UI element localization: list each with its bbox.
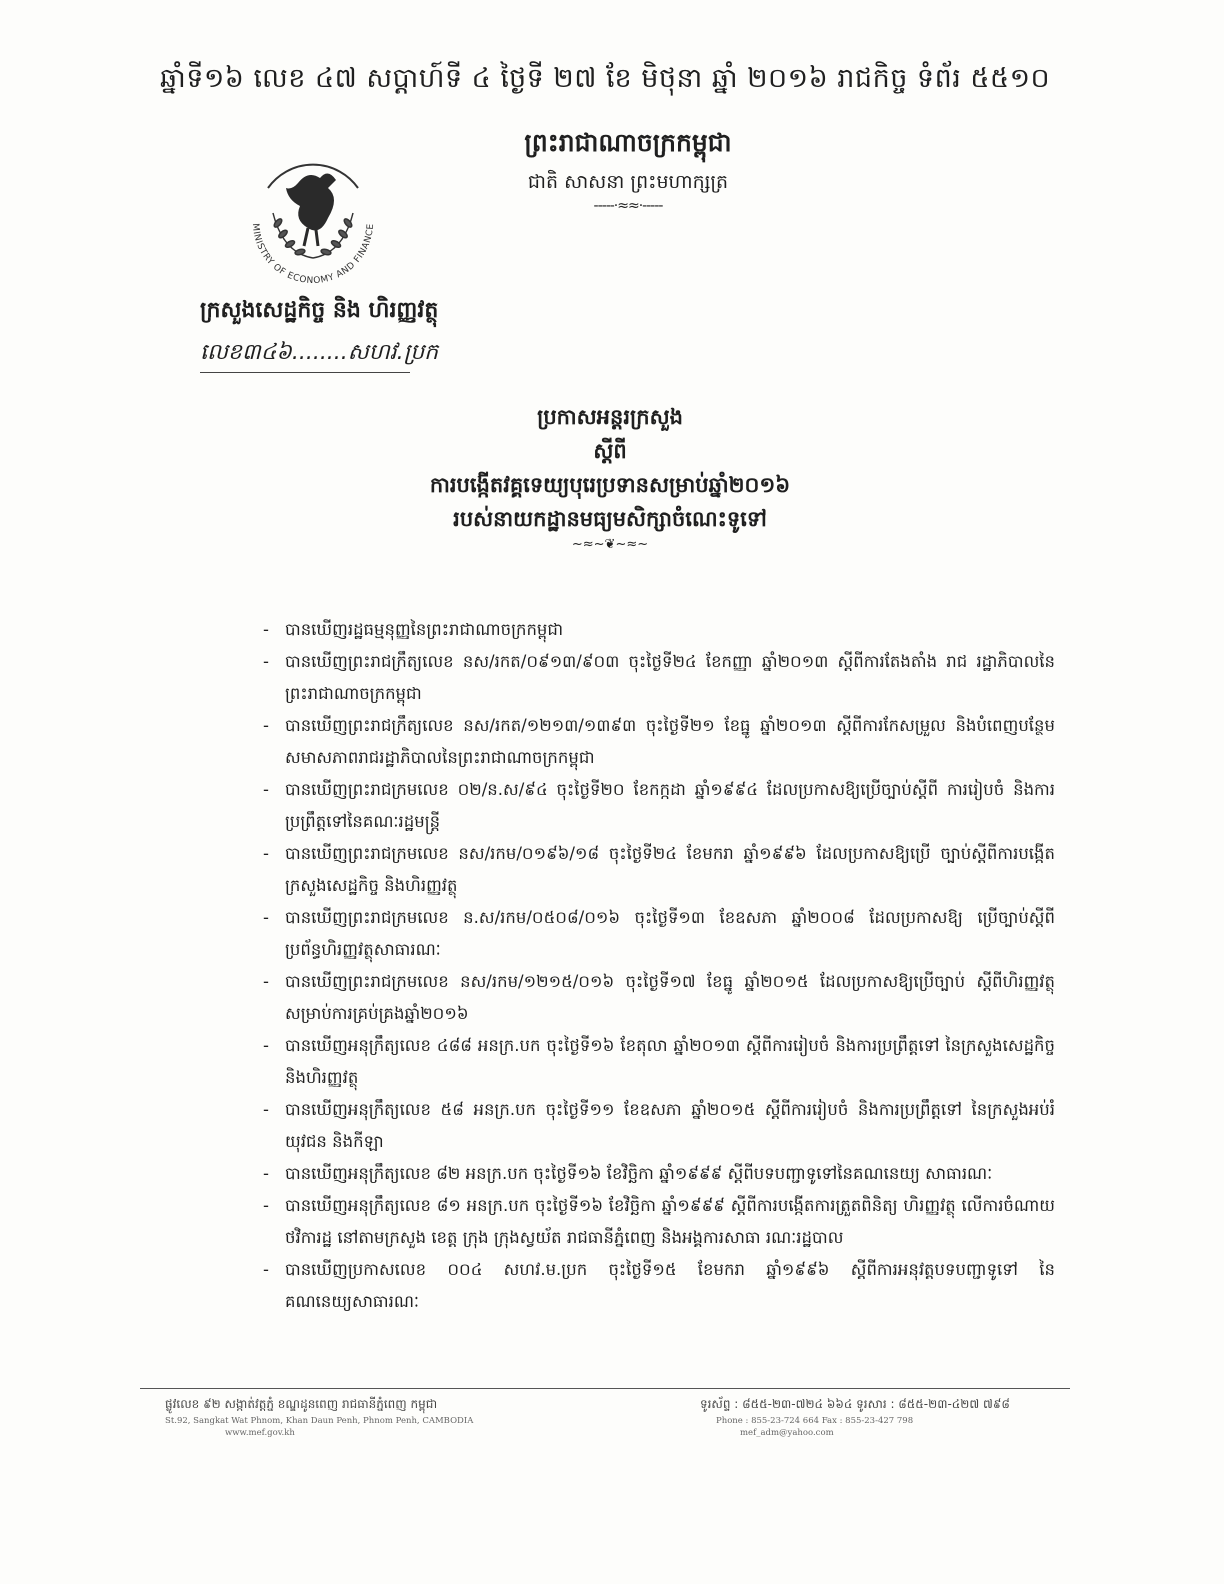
- reference-item: - បានឃើញប្រកាសលេខ ០០៤ សហវ.ម.ប្រក ចុះថ្ងៃទី១៥ ខែមករា ឆ្នាំ១៩៩៦ ស្ដីពីការអនុវត្តបទបញ្ជាទូទៅ នៃគណនេយ្យសាធារណៈ: [255, 1254, 1055, 1318]
- gazette-header: ឆ្នាំទី១៦ លេខ ៤៧ សប្ដាហ៍ទី ៤ ថ្ងៃទី ២៧ ខែ មិថុនា ឆ្នាំ ២០១៦ រាជកិច្ច ទំព័រ ៥៥១០: [160, 63, 1051, 94]
- title-line-2: ស្ដីពី: [593, 439, 627, 463]
- reference-item: - បានឃើញអនុក្រឹត្យលេខ ៤៨៨ អនក្រ.បក ចុះថ្ងៃទី១៦ ខែតុលា ឆ្នាំ២០១៣ ស្ដីពីការរៀបចំ និងការប្រព្រឹត្តទៅ នៃក្រសួងសេដ្ឋកិច្ច និងហិរញ្ញវត្ថុ: [255, 1030, 1055, 1094]
- footer-address-english: St.92, Sangkat Wat Phnom, Khan Daun Penh, Phnom Penh, CAMBODIA: [165, 1416, 474, 1426]
- reference-item: - បានឃើញអនុក្រឹត្យលេខ ៥៨ អនក្រ.បក ចុះថ្ងៃទី១១ ខែឧសភា ឆ្នាំ២០១៥ ស្ដីពីការរៀបចំ និងការប្រព្រឹត្តទៅ នៃក្រសួងអប់រំ យុវជន និងកីឡា: [255, 1094, 1055, 1158]
- svg-text:MINISTRY OF ECONOMY AND FINANC: [250, 223, 376, 286]
- title-line-3: ការបង្កើតវគ្គទេយ្យបុរេប្រទានសម្រាប់ឆ្នាំ២០១៦: [429, 473, 791, 497]
- title-line-1: ប្រកាសអន្តរក្រសួង: [537, 405, 683, 429]
- reference-item: - បានឃើញព្រះរាជក្រឹត្យលេខ នស/រកត/១២១៣/១៣៩៣ ចុះថ្ងៃទី២១ ខែធ្នូ ឆ្នាំ២០១៣ ស្ដីពីការកែសម្រួល និងបំពេញបន្ថែមសមាសភាពរាជរដ្ឋាភិបាលនៃព្រះរាជាណាចក្រកម្ពុជា: [255, 710, 1055, 774]
- footer-address-khmer: ផ្លូវលេខ ៩២ សង្កាត់វត្តភ្នំ ខណ្ឌដូនពេញ រាជធានីភ្នំពេញ កម្ពុជា: [165, 1397, 438, 1411]
- footer-phone-khmer: ទូរស័ព្ទ : ៨៥៥-២៣-៧២៤ ៦៦៤ ទូរសារ : ៨៥៥-២៣-៤២៧ ៧៩៨: [700, 1397, 1010, 1411]
- reference-item: - បានឃើញព្រះរាជក្រមលេខ ន.ស/រកម/០៥០៨/០១៦ ចុះថ្ងៃទី១៣ ខែឧសភា ឆ្នាំ២០០៨ ដែលប្រកាសឱ្យ ប្រើច្បាប់ស្ដីពីប្រព័ន្ធហិរញ្ញវត្ថុសាធារណៈ: [255, 902, 1055, 966]
- footer-contact: [700, 1396, 1080, 1438]
- title-ornament: ~≈~❦~≈~: [571, 537, 649, 552]
- kingdom-ornament: -----·≈≈·-----: [593, 198, 663, 214]
- reference-item: - បានឃើញព្រះរាជក្រមលេខ ០២/ន.ស/៩៤ ចុះថ្ងៃទី២០ ខែកក្កដា ឆ្នាំ១៩៩៤ ដែលប្រកាសឱ្យប្រើច្បាប់ស្ដីពី ការរៀបចំ និងការប្រព្រឹត្តទៅនៃគណៈរដ្ឋមន្ត្រី: [255, 774, 1055, 838]
- kingdom-motto: ជាតិ សាសនា ព្រះមហាក្សត្រ: [527, 171, 729, 193]
- reference-item: - បានឃើញព្រះរាជក្រឹត្យលេខ នស/រកត/០៩១៣/៩០៣ ចុះថ្ងៃទី២៤ ខែកញ្ញា ឆ្នាំ២០១៣ ស្ដីពីការតែងតាំង រាជ រដ្ឋាភិបាលនៃព្រះរាជាណាចក្រកម្ពុជា: [255, 646, 1055, 710]
- seal-english-text: MINISTRY OF ECONOMY AND FINANCE: [249, 222, 377, 287]
- kingdom-block: [498, 128, 758, 214]
- reference-item: - បានឃើញអនុក្រឹត្យលេខ ៨២ អនក្រ.បក ចុះថ្ងៃទី១៦ ខែវិច្ឆិកា ឆ្នាំ១៩៩៩ ស្ដីពីបទបញ្ជាទូទៅនៃគណនេយ្យ សាធារណៈ: [255, 1158, 1055, 1190]
- footer-website: www.mef.gov.kh: [225, 1428, 295, 1438]
- title-line-4: របស់នាយកដ្ឋានមធ្យមសិក្សាចំណេះទូទៅ: [453, 507, 767, 531]
- ministry-seal-icon: [228, 128, 398, 298]
- reference-item: - បានឃើញរដ្ឋធម្មនុញ្ញនៃព្រះរាជាណាចក្រកម្ពុជា: [255, 614, 1055, 646]
- legal-references-list: [255, 614, 1055, 1318]
- reference-number: លេខ៣៤៦........សហវ.ប្រក: [200, 338, 410, 373]
- footer-divider: [140, 1388, 1070, 1389]
- reference-item: - បានឃើញព្រះរាជក្រមលេខ នស/រកម/០១៩៦/១៨ ចុះថ្ងៃទី២៤ ខែមករា ឆ្នាំ១៩៩៦ ដែលប្រកាសឱ្យប្រើ ច្បាប់ស្ដីពីការបង្កើតក្រសួងសេដ្ឋកិច្ច និងហិរញ្ញវត្ថុ: [255, 838, 1055, 902]
- kingdom-name: ព្រះរាជាណាចក្រកម្ពុជា: [524, 128, 732, 157]
- footer-phone-english: Phone : 855-23-724 664 Fax : 855-23-427 798: [716, 1416, 914, 1426]
- footer-address: [165, 1396, 545, 1438]
- footer-email: mef_adm@yahoo.com: [740, 1428, 834, 1438]
- reference-item: - បានឃើញអនុក្រឹត្យលេខ ៨១ អនក្រ.បក ចុះថ្ងៃទី១៦ ខែវិច្ឆិកា ឆ្នាំ១៩៩៩ ស្ដីពីការបង្កើតការត្រួតពិនិត្យ ហិរញ្ញវត្ថុ លើការចំណាយថវិការដ្ឋ នៅតាមក្រសួង ខេត្ត ក្រុង ក្រុងស្វយ័ត រាជធានីភ្នំពេញ និងអង្គការសាធា រណៈរដ្ឋបាល: [255, 1190, 1055, 1254]
- reference-item: - បានឃើញព្រះរាជក្រមលេខ នស/រកម/១២១៥/០១៦ ចុះថ្ងៃទី១៧ ខែធ្នូ ឆ្នាំ២០១៥ ដែលប្រកាសឱ្យប្រើច្បាប់ ស្ដីពីហិរញ្ញវត្ថុសម្រាប់ការគ្រប់គ្រងឆ្នាំ២០១៦: [255, 966, 1055, 1030]
- document-title: [380, 400, 840, 554]
- ministry-name: ក្រសួងសេដ្ឋកិច្ច និង ហិរញ្ញវត្ថុ: [200, 298, 439, 323]
